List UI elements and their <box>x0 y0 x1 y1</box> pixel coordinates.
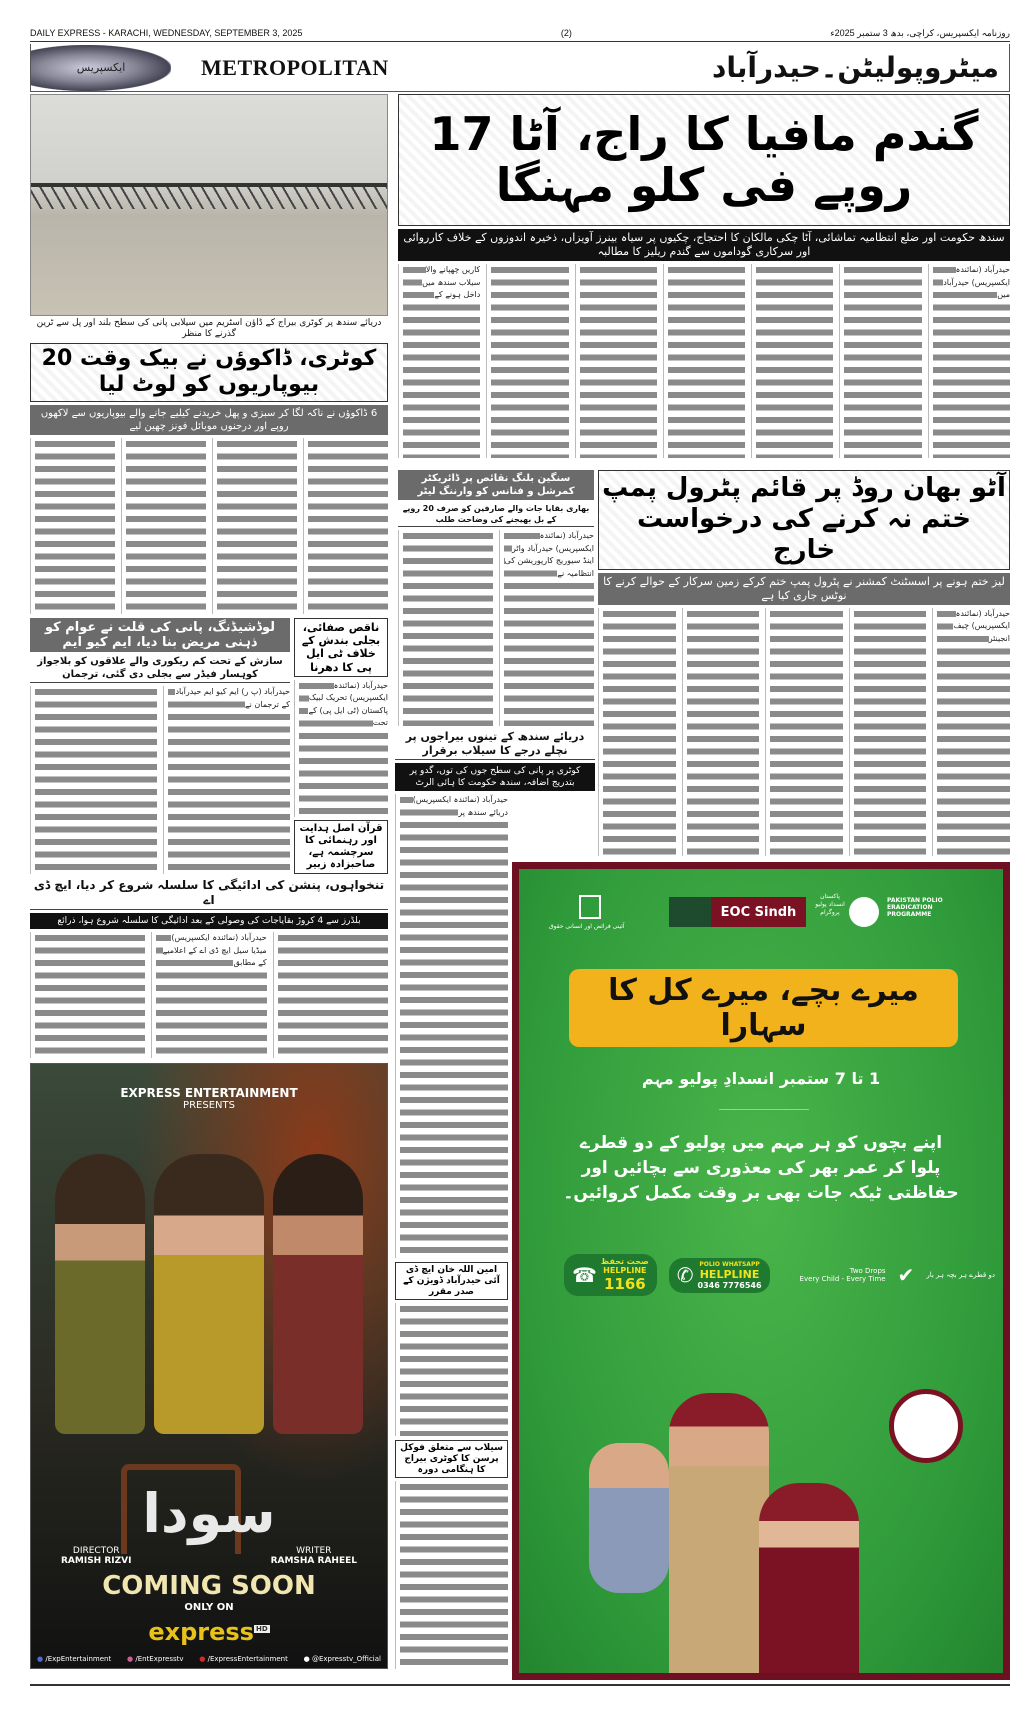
message-line: حفاظتی ٹیکہ جات بھی بر وقت مکمل کروائیں۔ <box>563 1183 959 1203</box>
bridge-photo <box>30 94 388 316</box>
channel-name: express <box>148 1618 254 1646</box>
billing-subhead: بھاری بقایا جات والے صارفین کو صرف 20 روپے کے بل بھیجنے کی وضاحت طلب <box>398 503 594 527</box>
story-column <box>121 438 206 614</box>
hda-headline: امین اللہ خان ایچ ڈی آئی حیدرآباد ڈویژن کے صدر مقرر <box>395 1262 508 1300</box>
hda-story <box>395 1303 508 1436</box>
phone-icon: ☎ <box>572 1263 597 1287</box>
story-column <box>30 686 157 874</box>
express-tv-logo <box>31 1615 387 1646</box>
masthead <box>30 44 1010 92</box>
kotri-story <box>30 438 388 614</box>
actress-center <box>154 1154 264 1434</box>
drops-check-icon: ✔ <box>897 1263 915 1287</box>
billing-headline: سنگین بلنگ نقائص پر ڈائریکٹر کمرشل و فنانس کو وارننگ لیٹر <box>398 470 594 500</box>
wa-number: 0346 7776546 <box>697 1280 762 1290</box>
dateline: حیدرآباد (نمائندہ ایکسپریس) میڈیا سیل ایچ ڈی اے کے اعلامیے کے مطابق <box>162 933 267 967</box>
lead-group <box>398 94 1010 458</box>
social-handle: /EntExpresstv <box>135 1655 184 1663</box>
director-name: RAMISH RIZVI <box>61 1556 132 1566</box>
folio-date-en: DAILY EXPRESS - KARACHI, WEDNESDAY, SEPTEMBER 3, 2025 <box>30 28 303 38</box>
sindh-seal-icon <box>669 897 711 927</box>
tiktok-icon: ● <box>303 1655 310 1663</box>
cast-photo <box>51 1134 367 1434</box>
story-column <box>682 608 760 856</box>
dateline: حیدرآباد (پ ر) ایم کیو ایم حیدرآباد کے ترجمان نے <box>175 687 290 709</box>
family-photo <box>579 1383 869 1673</box>
wa-helpline: HELPLINE <box>699 1267 760 1281</box>
flood-story <box>395 794 508 1258</box>
dateline: حیدرآباد (نمائندہ ایکسپریس) حیدرآباد میں <box>943 265 1010 299</box>
divider <box>719 1109 809 1110</box>
ppep-en: PAKISTAN POLIO ERADICATION PROGRAMME <box>887 897 943 918</box>
story-column <box>932 608 1010 856</box>
kotri-visit-story <box>395 1481 508 1669</box>
loadshedding-subhead: سازش کے تحت کم ریکوری والے علاقوں کو بلاجواز کوہسار فیڈر سے بجلی دی گئی، ترجمان <box>30 655 290 683</box>
facebook-icon: ● <box>37 1655 44 1663</box>
story-column <box>849 608 927 856</box>
coming-soon: COMING SOON <box>102 1571 316 1601</box>
footprint-logo-icon <box>849 897 879 927</box>
polio-campaign-ad[interactable] <box>512 862 1010 1680</box>
facebook-link[interactable] <box>37 1654 111 1664</box>
hd-badge: HD <box>255 1625 268 1633</box>
story-column <box>398 264 480 458</box>
whatsapp-icon: ✆ <box>676 1263 694 1287</box>
story-column <box>273 932 388 1058</box>
helpline-1166[interactable] <box>564 1254 657 1296</box>
story-column <box>395 1481 508 1669</box>
tlp-group <box>294 618 388 874</box>
lead-strap: سندھ حکومت اور ضلع انتظامیہ تماشائی، آٹا چکی مالکان کا احتجاج، چکیوں پر سیاہ بینرز آویزاں، ذخیرہ اندوزوں کے خلاف کارروائی اور سرکاری گوداموں سے گندم ریلیز کا مطالبہ <box>398 229 1010 261</box>
message-line: پلوا کر عمر بھر کی معذوری سے بچائیں اور <box>581 1158 941 1178</box>
instagram-icon: ● <box>127 1655 134 1663</box>
polio-seal-icon <box>889 1389 963 1463</box>
story-column <box>294 680 388 817</box>
story-column <box>212 438 297 614</box>
ad-presents: PRESENTS <box>183 1100 235 1111</box>
father-figure <box>669 1393 769 1673</box>
writer-name: RAMSHA RAHEEL <box>270 1556 357 1566</box>
polio-ad-panel <box>519 869 1003 1673</box>
autobhan-strap: لیز ختم ہونے پر اسسٹنٹ کمشنر نے پٹرول پمپ ختم کرکے زمین سرکار کے حوالے کرنے کا نوٹس جاری کیا ہے <box>598 573 1010 605</box>
youtube-icon: ● <box>199 1655 206 1663</box>
story-column <box>598 608 676 856</box>
slogan-banner: میرے بچے، میرے کل کا سہارا <box>569 969 958 1047</box>
writer-label: WRITER <box>296 1546 332 1556</box>
human-rights-logo-icon <box>579 895 601 919</box>
drama-title: سودا <box>142 1482 276 1545</box>
folio-line <box>30 28 1010 42</box>
drops-ur: دو قطرے ہر بچہ ہر بار <box>926 1271 995 1279</box>
story-column <box>395 794 508 1258</box>
story-column <box>486 264 568 458</box>
hda-group <box>395 1262 508 1436</box>
kotri-group <box>30 318 388 614</box>
flood-strap: کوٹری پر پانی کی سطح جوں کی توں، گدو پر بتدریج اضافہ، سندھ حکومت کا ہائی الرٹ <box>395 763 595 791</box>
sauda-drama-ad[interactable] <box>30 1063 388 1669</box>
social-handle: @Expresstv_Official <box>311 1655 381 1663</box>
story-column <box>398 530 493 726</box>
loadshedding-headline: لوڈشیڈنگ، پانی کی قلت نے عوام کو ذہنی مریض بنا دیا، ایم کیو ایم <box>30 618 290 652</box>
section-title-ur: میٹروپولیٹن۔حیدرآباد <box>712 51 999 84</box>
flood-headline: دریائے سندھ کے تینوں بیراجوں پر نچلے درجے کا سیلاب برقرار <box>395 730 595 760</box>
tlp-story <box>294 680 388 817</box>
dateline: حیدرآباد (نمائندہ ایکسپریس) حیدرآباد واٹر اینڈ سیوریج کارپوریشن کی انتظامیہ نے <box>504 531 594 578</box>
social-handle: /ExpressEntertainment <box>207 1655 288 1663</box>
helplines <box>564 1254 995 1296</box>
tiktok-link[interactable] <box>304 1654 381 1664</box>
logo-text: ایکسپریس <box>76 61 126 74</box>
autobhan-headline: آٹو بھان روڈ پر قائم پٹرول پمپ ختم نہ کرنے کی درخواست خارج <box>598 470 1010 570</box>
billing-story <box>398 530 594 726</box>
ppep-ur: پاکستان انسداد پولیو پروگرام <box>815 893 845 916</box>
salary-headline: تنخواہوں، پنشن کی ادائیگی کا سلسلہ شروع کر دیا، ایچ ڈی اے <box>30 878 388 910</box>
instagram-link[interactable] <box>127 1654 184 1664</box>
tlp-headline: ناقص صفائی، بجلی بندش کے خلاف ٹی ایل پی کا دھرنا <box>294 618 388 677</box>
folio-date-ur: روزنامہ ایکسپریس، کراچی، بدھ 3 ستمبر 2025ء <box>830 28 1010 38</box>
social-links <box>37 1654 381 1664</box>
kotri-strap: 6 ڈاکوؤں نے ناکہ لگا کر سبزی و پھل خریدنے کیلیے جانے والے بیوپاریوں سے لاکھوں روپے اور درجنوں موبائل فونز چھین لیے <box>30 405 388 435</box>
story-column <box>303 438 388 614</box>
only-on: ONLY ON <box>184 1602 234 1613</box>
lead-headline: گندم مافیا کا راج، آٹا 17 روپے فی کلو مہنگا <box>398 94 1010 226</box>
page-bottom-rule <box>30 1684 1010 1686</box>
page-number: (2) <box>560 28 572 38</box>
kotri-visit-headline: سیلاب سے متعلق فوکل پرسن کا کوٹری بیراج کا ہنگامی دورہ <box>395 1440 508 1478</box>
autobhan-group <box>598 470 1010 856</box>
story-column <box>575 264 657 458</box>
eoc-label: EOC Sindh <box>711 897 806 927</box>
whatsapp-helpline[interactable] <box>669 1258 770 1293</box>
writer-credit <box>271 1546 357 1566</box>
helpline-label: HELPLINE <box>603 1266 647 1275</box>
story-snippet: کاریں چھپانے والا سیلاب سندھ میں داخل ہونے کے <box>422 265 481 299</box>
story-column <box>751 264 833 458</box>
child-figure <box>589 1443 669 1593</box>
story-column <box>499 530 594 726</box>
eoc-sindh-logo <box>669 897 806 927</box>
youtube-link[interactable] <box>199 1654 288 1664</box>
dateline: حیدرآباد (نمائندہ ایکسپریس) تحریک لبیک پاکستان (ٹی ایل پی) کے تحت <box>308 680 388 728</box>
story-column <box>395 1303 508 1436</box>
story-column <box>30 438 115 614</box>
dateline: حیدرآباد (نمائندہ ایکسپریس) دریائے سندھ پر <box>412 795 508 817</box>
loadshedding-story <box>30 686 290 874</box>
lead-story <box>398 264 1010 458</box>
mother-figure <box>759 1483 859 1673</box>
gov-logo-text: آئینی فرائض اور انسانی حقوق <box>549 923 625 930</box>
section-title-en: METROPOLITAN <box>201 54 389 80</box>
actor-right <box>273 1154 363 1434</box>
story-column <box>663 264 745 458</box>
two-drops-tagline <box>800 1267 886 1283</box>
director-label: DIRECTOR <box>72 1546 120 1556</box>
story-column <box>30 932 145 1058</box>
ad-presenter: EXPRESS ENTERTAINMENT <box>120 1086 298 1100</box>
photo-caption: دریائے سندھ پر کوٹری بیراج کے ڈاؤن اسٹریم میں سیلابی پانی کی سطح بلند اور پل سے ٹرین گذرنے کا منظر <box>36 318 382 339</box>
helpline-ur: صحت تحفظ <box>600 1257 649 1266</box>
billing-group <box>398 470 594 726</box>
message-line: اپنے بچوں کو ہر مہم میں پولیو کے دو قطرے <box>579 1133 943 1153</box>
every-child: Every Child - Every Time <box>799 1275 886 1283</box>
salary-strap: بلڈرز سے 4 کروڑ بقایاجات کی وصولی کے بعد ادائیگی کا سلسلہ شروع ہوا، ذرائع <box>30 913 388 929</box>
salary-story <box>30 932 388 1058</box>
actress-left <box>55 1154 145 1434</box>
quran-headline: قرآن اصل ہدایت اور رہنمائی کا سرچشمہ ہے، صاحبزادہ زبیر <box>294 820 388 874</box>
story-column <box>839 264 921 458</box>
wa-label: POLIO WHATSAPP <box>699 1260 760 1268</box>
story-column <box>151 932 266 1058</box>
story-column <box>163 686 290 874</box>
dateline: حیدرآباد (نمائندہ ایکسپریس) چیف انجینئر <box>953 608 1010 643</box>
campaign-message <box>559 1131 963 1206</box>
autobhan-story <box>598 608 1010 856</box>
story-column <box>765 608 843 856</box>
story-column <box>928 264 1010 458</box>
kotri-visit-group <box>395 1440 508 1669</box>
loadshedding-group <box>30 618 290 874</box>
two-drops: Two Drops <box>849 1267 886 1275</box>
express-logo <box>31 45 171 91</box>
kotri-headline: کوٹری، ڈاکوؤں نے بیک وقت 20 بیوپاریوں کو لوٹ لیا <box>30 343 388 402</box>
salary-group <box>30 878 388 1058</box>
campaign-dates: 1 تا 7 ستمبر انسدادِ پولیو مہم <box>641 1069 881 1088</box>
director-credit <box>61 1546 131 1566</box>
social-handle: /ExpEntertainment <box>45 1655 112 1663</box>
helpline-number: 1166 <box>603 1275 646 1293</box>
bridge-image <box>31 183 387 209</box>
